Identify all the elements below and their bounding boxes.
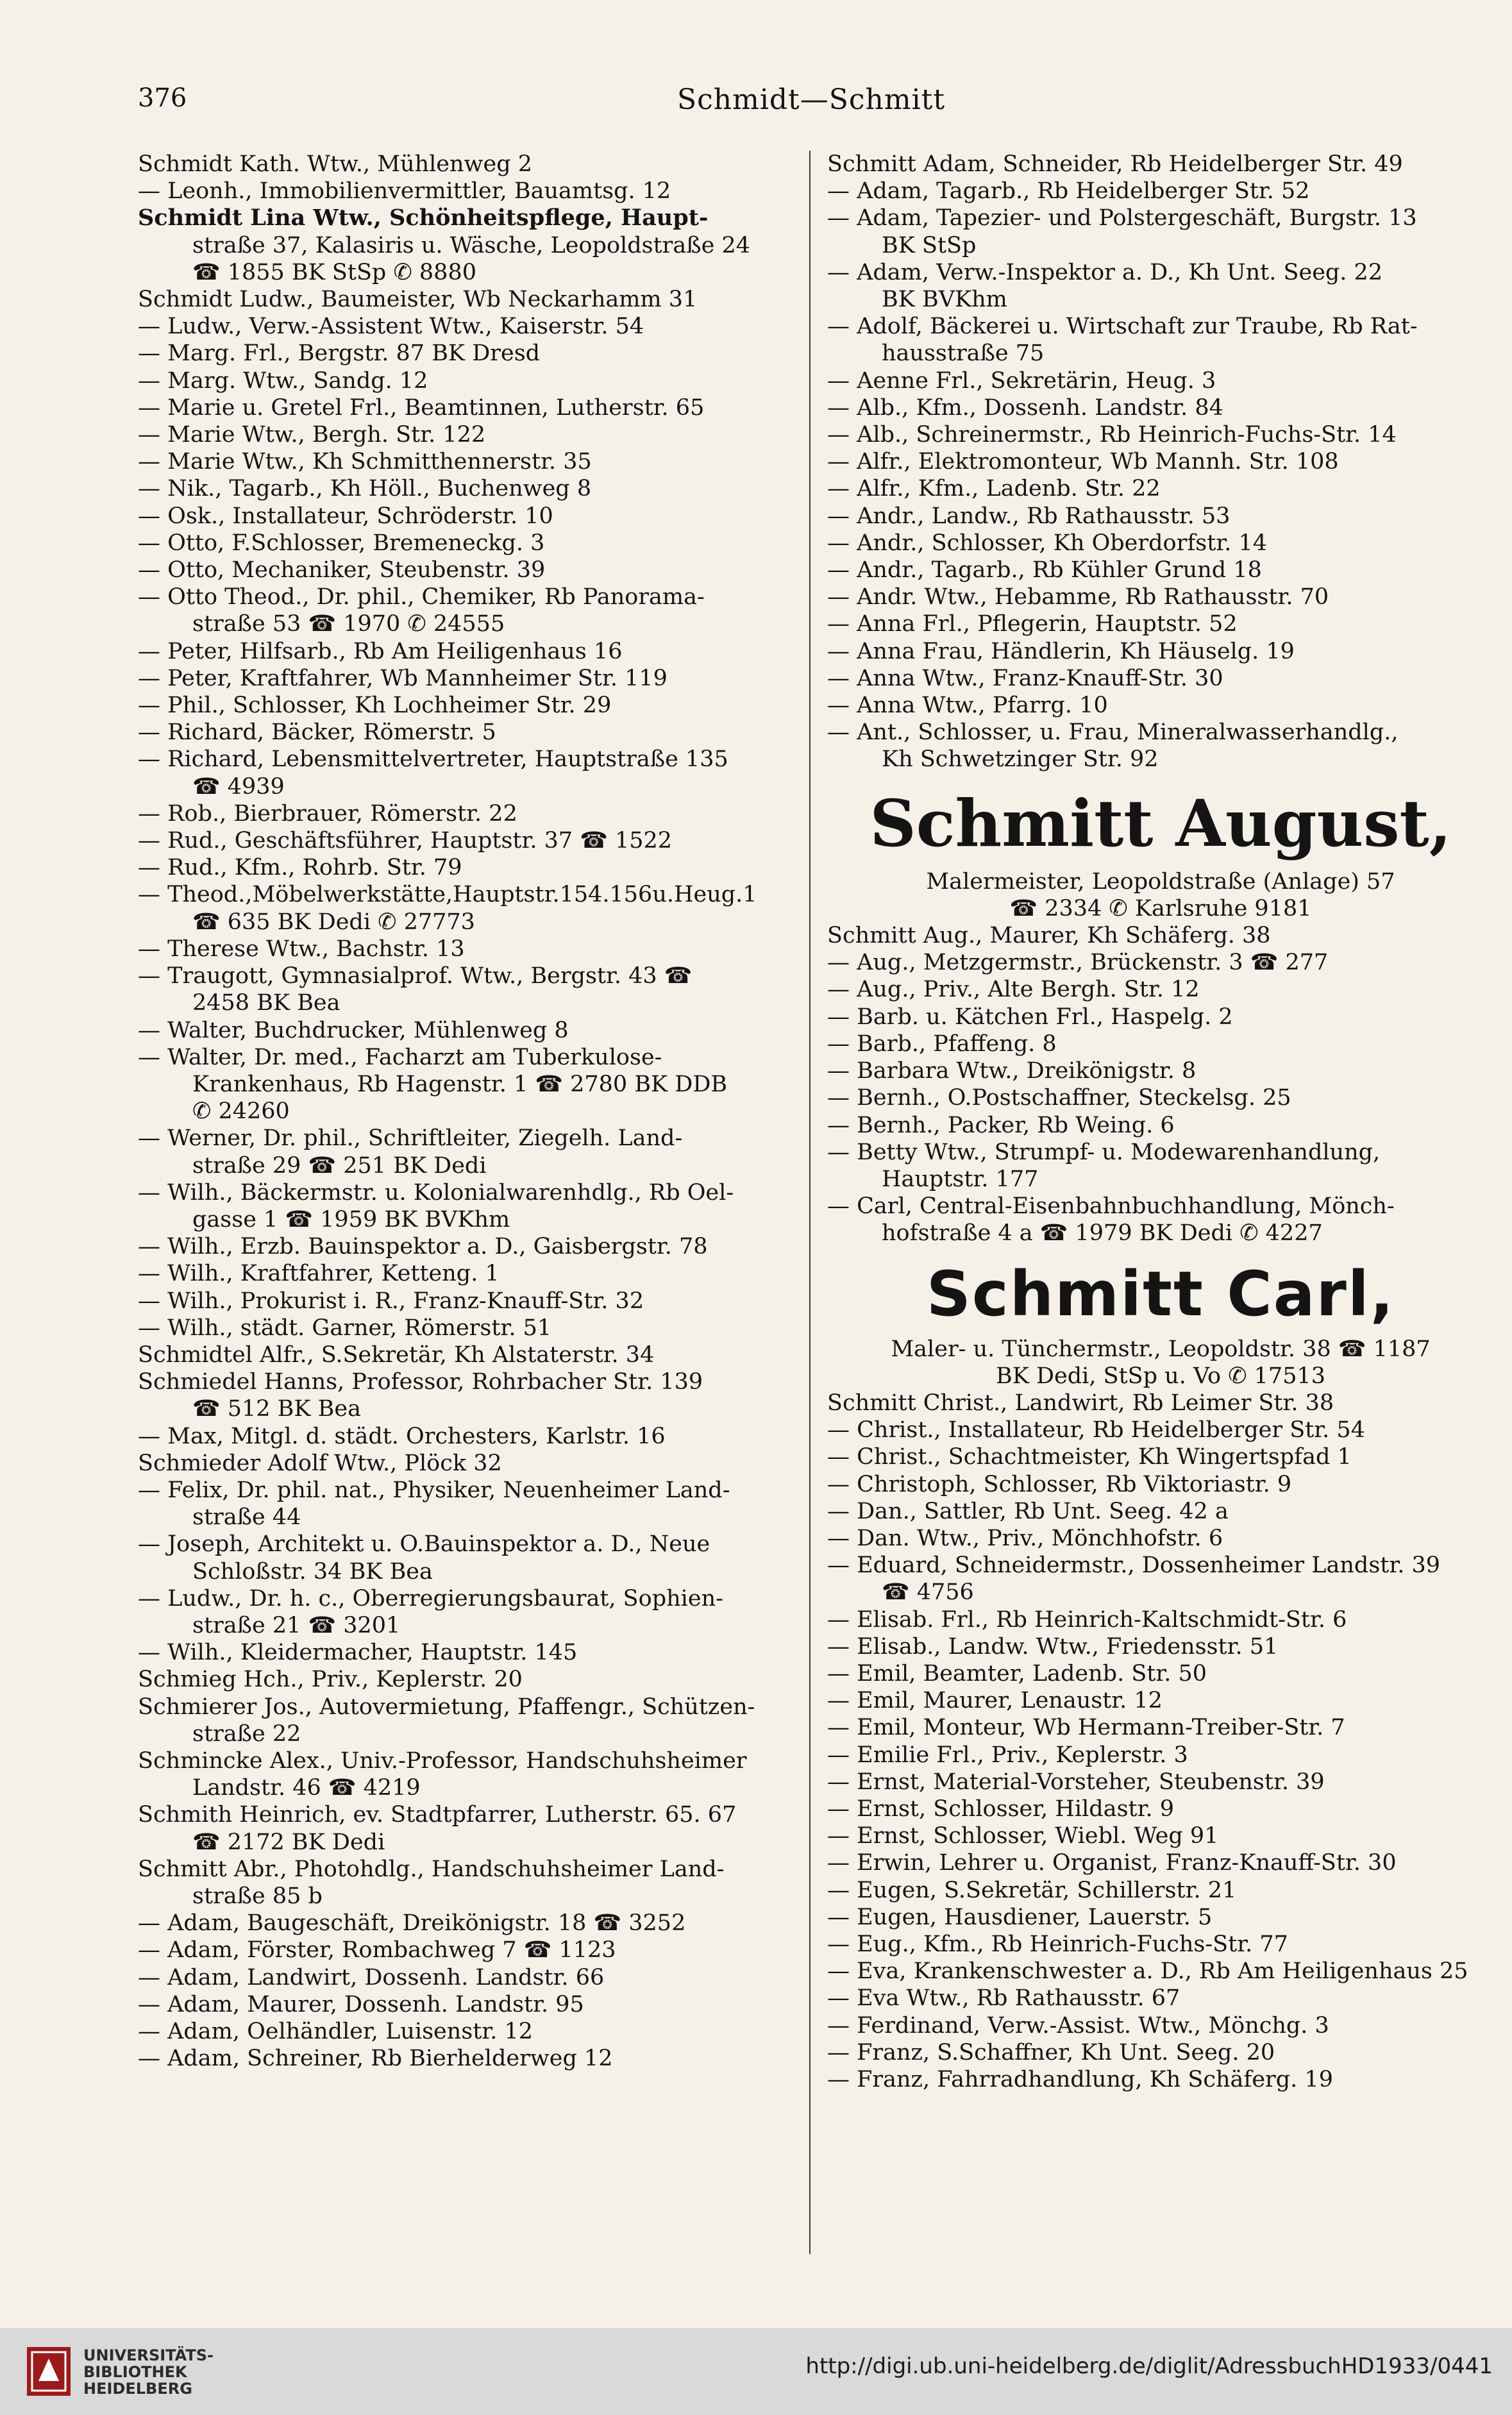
directory-entry: — Adam, Landwirt, Dossenh. Landstr. 66 bbox=[138, 1964, 605, 1990]
directory-entry: Schmith Heinrich, ev. Stadtpfarrer, Lutherstr. 65. 67 bbox=[138, 1802, 737, 1828]
directory-entry: — Ant., Schlosser, u. Frau, Mineralwasserhandlg., bbox=[827, 719, 1399, 746]
directory-entry: — Andr. Wtw., Hebamme, Rb Rathausstr. 70 bbox=[827, 584, 1329, 610]
directory-entry-continuation: ☎ 4756 bbox=[882, 1579, 974, 1606]
directory-entry: — Phil., Schlosser, Kh Lochheimer Str. 29 bbox=[138, 693, 612, 719]
directory-entry: — Andr., Landw., Rb Rathausstr. 53 bbox=[827, 503, 1231, 529]
directory-entry-continuation: straße 21 ☎ 3201 bbox=[192, 1612, 401, 1638]
directory-entry: — Emilie Frl., Priv., Keplerstr. 3 bbox=[827, 1742, 1188, 1768]
directory-entry: — Otto Theod., Dr. phil., Chemiker, Rb Panorama- bbox=[138, 584, 705, 610]
directory-entry: Schmitt Adam, Schneider, Rb Heidelberger Str. 49 bbox=[827, 151, 1403, 177]
directory-entry: — Adam, Tapezier- und Polstergeschäft, Burgstr. 13 bbox=[827, 205, 1417, 231]
directory-entry: Schmidt Kath. Wtw., Mühlenweg 2 bbox=[138, 151, 533, 177]
directory-entry: — Emil, Monteur, Wb Hermann-Treiber-Str. 7 bbox=[827, 1715, 1345, 1741]
directory-entry: — Ferdinand, Verw.-Assist. Wtw., Mönchg. 3 bbox=[827, 2012, 1329, 2039]
directory-entry-continuation: hausstraße 75 bbox=[882, 341, 1045, 367]
directory-entry: — Richard, Lebensmittelvertreter, Hauptstraße 135 bbox=[138, 746, 728, 773]
directory-entry-continuation: ✆ 24260 bbox=[192, 1098, 290, 1125]
directory-entry: — Barbara Wtw., Dreikönigstr. 8 bbox=[827, 1058, 1197, 1084]
directory-entry: — Erwin, Lehrer u. Organist, Franz-Knauff-Str. 30 bbox=[827, 1850, 1397, 1876]
directory-entry: — Leonh., Immobilienvermittler, Bauamtsg. 12 bbox=[138, 178, 671, 205]
directory-entry: — Nik., Tagarb., Kh Höll., Buchenweg 8 bbox=[138, 476, 592, 502]
directory-entry: ☎ 2334 ✆ Karlsruhe 9181 bbox=[1009, 895, 1312, 921]
featured-heading: Schmitt August, bbox=[869, 785, 1452, 861]
directory-entry: — Andr., Tagarb., Rb Kühler Grund 18 bbox=[827, 557, 1262, 584]
directory-entry-continuation: straße 85 b bbox=[192, 1883, 323, 1909]
institution-name bbox=[83, 2347, 214, 2397]
directory-entry: — Wilh., Bäckermstr. u. Kolonialwarenhdlg., Rb Oel- bbox=[138, 1179, 734, 1206]
directory-entry-continuation: BK StSp bbox=[882, 232, 977, 258]
directory-entry: — Alb., Schreinermstr., Rb Heinrich-Fuchs-Str. 14 bbox=[827, 422, 1397, 448]
directory-entry: Schmincke Alex., Univ.-Professor, Handschuhsheimer bbox=[138, 1747, 747, 1774]
directory-entry: — Aenne Frl., Sekretärin, Heug. 3 bbox=[827, 367, 1216, 394]
directory-entry-continuation: hofstraße 4 a ☎ 1979 BK Dedi ✆ 4227 bbox=[882, 1220, 1323, 1247]
directory-entry: — Wilh., Prokurist i. R., Franz-Knauff-Str. 32 bbox=[138, 1288, 644, 1314]
directory-entry: — Peter, Kraftfahrer, Wb Mannheimer Str. 119 bbox=[138, 665, 668, 691]
directory-entry: — Anna Wtw., Franz-Knauff-Str. 30 bbox=[827, 665, 1223, 691]
directory-entry: — Ernst, Material-Vorsteher, Steubenstr. 39 bbox=[827, 1769, 1325, 1795]
directory-entry: — Emil, Beamter, Ladenb. Str. 50 bbox=[827, 1660, 1207, 1687]
directory-entry-continuation: straße 29 ☎ 251 BK Dedi bbox=[192, 1152, 487, 1179]
directory-entry: — Marg. Wtw., Sandg. 12 bbox=[138, 367, 428, 394]
directory-entry: Schmierer Jos., Autovermietung, Pfaffengr., Schützen- bbox=[138, 1694, 755, 1720]
directory-entry: BK Dedi, StSp u. Vo ✆ 17513 bbox=[995, 1363, 1325, 1389]
directory-entry: — Alfr., Elektromonteur, Wb Mannh. Str. 108 bbox=[827, 449, 1339, 475]
directory-entry-continuation: gasse 1 ☎ 1959 BK BVKhm bbox=[192, 1206, 510, 1233]
directory-entry: Schmieg Hch., Priv., Keplerstr. 20 bbox=[138, 1667, 523, 1693]
directory-entry: — Franz, S.Schaffner, Kh Unt. Seeg. 20 bbox=[827, 2039, 1275, 2066]
directory-entry: — Wilh., städt. Garner, Römerstr. 51 bbox=[138, 1315, 552, 1341]
column-divider bbox=[809, 151, 811, 2254]
directory-entry: — Dan., Sattler, Rb Unt. Seeg. 42 a bbox=[827, 1498, 1229, 1524]
directory-entry: — Bernh., Packer, Rb Weing. 6 bbox=[827, 1112, 1175, 1138]
directory-entry: Schmieder Adolf Wtw., Plöck 32 bbox=[138, 1450, 502, 1476]
directory-entry: — Otto, F.Schlosser, Bremeneckg. 3 bbox=[138, 530, 545, 556]
directory-entry: — Barb., Pfaffeng. 8 bbox=[827, 1031, 1057, 1057]
directory-entry-continuation: Hauptstr. 177 bbox=[882, 1166, 1039, 1192]
directory-entry-continuation: ☎ 1855 BK StSp ✆ 8880 bbox=[192, 259, 476, 285]
directory-entry: Schmitt Abr., Photohdlg., Handschuhsheimer Land- bbox=[138, 1856, 725, 1882]
directory-entry: — Marg. Frl., Bergstr. 87 BK Dresd bbox=[138, 341, 541, 367]
directory-entry: — Bernh., O.Postschaffner, Steckelsg. 25 bbox=[827, 1085, 1291, 1111]
directory-entry: Schmidt Ludw., Baumeister, Wb Neckarhamm 31 bbox=[138, 287, 698, 313]
directory-entry-continuation: Landstr. 46 ☎ 4219 bbox=[192, 1775, 421, 1801]
university-seal-icon bbox=[26, 2346, 72, 2397]
directory-entry: — Adam, Maurer, Dossenh. Landstr. 95 bbox=[138, 1991, 584, 2017]
directory-entry: — Adam, Baugeschäft, Dreikönigstr. 18 ☎ 3252 bbox=[138, 1910, 686, 1937]
directory-entry-continuation: straße 22 bbox=[192, 1721, 301, 1747]
directory-entry: — Werner, Dr. phil., Schriftleiter, Ziegelh. Land- bbox=[138, 1125, 683, 1152]
directory-entry: — Rud., Kfm., Rohrb. Str. 79 bbox=[138, 855, 462, 881]
directory-entry: — Walter, Buchdrucker, Mühlenweg 8 bbox=[138, 1017, 569, 1043]
directory-entry: — Wilh., Kleidermacher, Hauptstr. 145 bbox=[138, 1640, 578, 1666]
directory-entry: — Aug., Metzgermstr., Brückenstr. 3 ☎ 277 bbox=[827, 950, 1329, 976]
directory-entry: — Christoph, Schlosser, Rb Viktoriastr. 9 bbox=[827, 1471, 1292, 1497]
directory-entry: — Adam, Verw.-Inspektor a. D., Kh Unt. Seeg. 22 bbox=[827, 259, 1383, 285]
directory-entry: — Barb. u. Kätchen Frl., Haspelg. 2 bbox=[827, 1004, 1233, 1030]
directory-entry: — Marie u. Gretel Frl., Beamtinnen, Lutherstr. 65 bbox=[138, 394, 705, 421]
directory-entry: — Anna Frl., Pflegerin, Hauptstr. 52 bbox=[827, 611, 1238, 637]
directory-entry: — Eva, Krankenschwester a. D., Rb Am Heiligenhaus 25 bbox=[827, 1958, 1468, 1985]
directory-entry: — Wilh., Kraftfahrer, Ketteng. 1 bbox=[138, 1261, 500, 1287]
directory-entry: — Emil, Maurer, Lenaustr. 12 bbox=[827, 1688, 1163, 1714]
directory-entry: Schmitt Christ., Landwirt, Rb Leimer Str. 38 bbox=[827, 1390, 1334, 1416]
directory-entry: — Marie Wtw., Kh Schmitthennerstr. 35 bbox=[138, 449, 592, 475]
left-column bbox=[138, 151, 792, 2072]
directory-entry: — Ernst, Schlosser, Hildastr. 9 bbox=[827, 1796, 1174, 1822]
directory-entry: — Adam, Förster, Rombachweg 7 ☎ 1123 bbox=[138, 1937, 616, 1964]
directory-entry-continuation: straße 37, Kalasiris u. Wäsche, Leopoldstraße 24 bbox=[192, 232, 751, 258]
directory-entry: — Betty Wtw., Strumpf- u. Modewarenhandlung, bbox=[827, 1139, 1381, 1165]
directory-entry: — Christ., Installateur, Rb Heidelberger Str. 54 bbox=[827, 1417, 1365, 1443]
directory-entry: — Alfr., Kfm., Ladenb. Str. 22 bbox=[827, 476, 1161, 502]
directory-entry: — Walter, Dr. med., Facharzt am Tuberkulose- bbox=[138, 1044, 662, 1070]
directory-entry: — Eugen, S.Sekretär, Schillerstr. 21 bbox=[827, 1877, 1237, 1903]
directory-entry: — Ludw., Verw.-Assistent Wtw., Kaiserstr. 54 bbox=[138, 314, 644, 340]
directory-entry: Schmitt Aug., Maurer, Kh Schäferg. 38 bbox=[827, 923, 1271, 949]
directory-entry: — Alb., Kfm., Dossenh. Landstr. 84 bbox=[827, 394, 1223, 421]
directory-entry: — Elisab., Landw. Wtw., Friedensstr. 51 bbox=[827, 1633, 1279, 1660]
directory-entry: — Eug., Kfm., Rb Heinrich-Fuchs-Str. 77 bbox=[827, 1931, 1288, 1957]
directory-entry: — Elisab. Frl., Rb Heinrich-Kaltschmidt-Str. 6 bbox=[827, 1606, 1347, 1633]
directory-entry-continuation: ☎ 2172 BK Dedi bbox=[192, 1829, 385, 1855]
directory-entry: — Christ., Schachtmeister, Kh Wingertspfad 1 bbox=[827, 1444, 1352, 1470]
directory-entry: — Richard, Bäcker, Römerstr. 5 bbox=[138, 719, 496, 746]
directory-entry-continuation: ☎ 4939 bbox=[192, 773, 285, 800]
page-number: 376 bbox=[138, 83, 187, 113]
directory-entry: — Wilh., Erzb. Bauinspektor a. D., Gaisbergstr. 78 bbox=[138, 1234, 708, 1260]
directory-entry: — Max, Mitgl. d. städt. Orchesters, Karlstr. 16 bbox=[138, 1423, 666, 1449]
directory-entry: — Andr., Schlosser, Kh Oberdorfstr. 14 bbox=[827, 530, 1267, 556]
directory-entry-continuation: Krankenhaus, Rb Hagenstr. 1 ☎ 2780 BK DDB bbox=[192, 1071, 728, 1097]
directory-entry: — Osk., Installateur, Schröderstr. 10 bbox=[138, 503, 553, 529]
directory-entry-continuation: 2458 BK Bea bbox=[192, 990, 340, 1016]
institution-line-2: BIBLIOTHEK bbox=[83, 2363, 187, 2381]
institution-line-1: UNIVERSITÄTS- bbox=[83, 2346, 214, 2364]
directory-entry: — Anna Wtw., Pfarrg. 10 bbox=[827, 693, 1108, 719]
directory-entry: — Therese Wtw., Bachstr. 13 bbox=[138, 936, 465, 962]
directory-entry-continuation: straße 53 ☎ 1970 ✆ 24555 bbox=[192, 611, 505, 637]
directory-entry: — Marie Wtw., Bergh. Str. 122 bbox=[138, 422, 486, 448]
featured-heading: Schmitt Carl, bbox=[926, 1258, 1395, 1330]
source-url-link[interactable]: http://digi.ub.uni-heidelberg.de/diglit/AdressbuchHD1933/0441 bbox=[805, 2353, 1493, 2379]
directory-entry-continuation: ☎ 635 BK Dedi ✆ 27773 bbox=[192, 909, 475, 935]
institution-line-3: HEIDELBERG bbox=[83, 2380, 192, 2398]
directory-entry: — Peter, Hilfsarb., Rb Am Heiligenhaus 16 bbox=[138, 638, 623, 664]
directory-entry: — Eva Wtw., Rb Rathausstr. 67 bbox=[827, 1985, 1180, 2012]
directory-entry: Schmidt Lina Wtw., Schönheitspflege, Haupt- bbox=[138, 205, 709, 231]
directory-entry: — Otto, Mechaniker, Steubenstr. 39 bbox=[138, 557, 546, 584]
directory-entry: — Franz, Fahrradhandlung, Kh Schäferg. 19 bbox=[827, 2067, 1333, 2092]
directory-entry: — Adam, Tagarb., Rb Heidelberger Str. 52 bbox=[827, 178, 1310, 205]
directory-entry: — Joseph, Architekt u. O.Bauinspektor a. D., Neue bbox=[138, 1531, 710, 1558]
directory-entry-continuation: Kh Schwetzinger Str. 92 bbox=[882, 746, 1159, 773]
directory-entry: Schmiedel Hanns, Professor, Rohrbacher Str. 139 bbox=[138, 1369, 703, 1395]
directory-entry: — Adam, Schreiner, Rb Bierhelderweg 12 bbox=[138, 2046, 613, 2072]
directory-entry: — Anna Frau, Händlerin, Kh Häuselg. 19 bbox=[827, 638, 1295, 664]
directory-entry-continuation: ☎ 512 BK Bea bbox=[192, 1396, 361, 1422]
page-header bbox=[138, 83, 1484, 128]
directory-entry: — Rud., Geschäftsführer, Hauptstr. 37 ☎ 1522 bbox=[138, 828, 673, 854]
directory-entry: — Theod.,Möbelwerkstätte,Hauptstr.154.156u.Heug.1 bbox=[138, 882, 757, 908]
directory-entry: Schmidtel Alfr., S.Sekretär, Kh Alstaterstr. 34 bbox=[138, 1342, 655, 1368]
directory-entry: — Carl, Central-Eisenbahnbuchhandlung, Mönch- bbox=[827, 1193, 1395, 1220]
running-head: Schmidt—Schmitt bbox=[676, 83, 946, 116]
directory-entry-continuation: BK BVKhm bbox=[882, 287, 1007, 313]
directory-entry-continuation: Schloßstr. 34 BK Bea bbox=[192, 1558, 433, 1585]
directory-entry: Maler- u. Tünchermstr., Leopoldstr. 38 ☎ 1187 bbox=[891, 1336, 1431, 1362]
directory-entry: — Traugott, Gymnasialprof. Wtw., Bergstr. 43 ☎ bbox=[138, 963, 693, 989]
directory-entry: Malermeister, Leopoldstraße (Anlage) 57 bbox=[926, 868, 1395, 895]
directory-entry: — Aug., Priv., Alte Bergh. Str. 12 bbox=[827, 977, 1200, 1003]
directory-entry: — Adolf, Bäckerei u. Wirtschaft zur Traube, Rb Rat- bbox=[827, 314, 1418, 340]
directory-entry: — Ernst, Schlosser, Wiebl. Weg 91 bbox=[827, 1823, 1219, 1849]
directory-entry-continuation: straße 44 bbox=[192, 1504, 301, 1531]
footer-bar bbox=[0, 2328, 1512, 2415]
directory-entry: — Eduard, Schneidermstr., Dossenheimer Landstr. 39 bbox=[827, 1552, 1441, 1579]
right-column bbox=[827, 151, 1494, 2093]
directory-entry: — Adam, Oelhändler, Luisenstr. 12 bbox=[138, 2019, 533, 2045]
directory-entry: — Rob., Bierbrauer, Römerstr. 22 bbox=[138, 800, 517, 827]
directory-entry: — Eugen, Hausdiener, Lauerstr. 5 bbox=[827, 1904, 1213, 1930]
directory-entry: — Ludw., Dr. h. c., Oberregierungsbaurat, Sophien- bbox=[138, 1585, 723, 1611]
directory-entry: — Felix, Dr. phil. nat., Physiker, Neuenheimer Land- bbox=[138, 1477, 730, 1503]
directory-entry: — Dan. Wtw., Priv., Mönchhofstr. 6 bbox=[827, 1525, 1223, 1551]
